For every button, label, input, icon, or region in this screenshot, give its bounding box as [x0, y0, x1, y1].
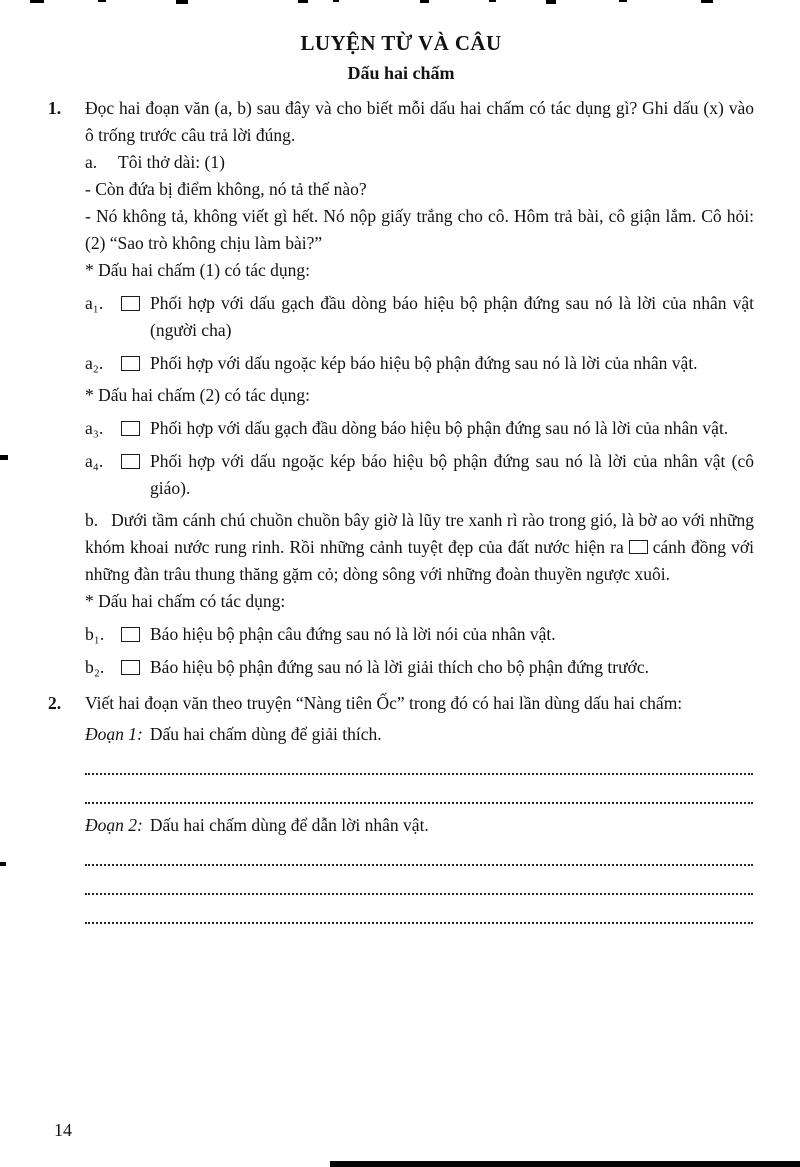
exercise-1 — [48, 95, 754, 681]
option-a1-label: a₁. — [85, 293, 104, 313]
scan-artifact — [98, 0, 106, 2]
scan-artifact-bottom-bar — [330, 1161, 800, 1167]
scan-artifact — [298, 0, 308, 3]
option-a3-label: a₃. — [85, 418, 104, 438]
exercise-1-number: 1. — [48, 98, 62, 118]
scan-artifact — [489, 0, 496, 2]
option-a2-label: a₂. — [85, 353, 104, 373]
answer-line[interactable] — [85, 775, 753, 804]
scan-artifact — [176, 0, 188, 4]
option-a4-label: a₄. — [85, 451, 104, 471]
part-a-intro-line — [85, 149, 754, 176]
scan-artifact — [30, 0, 44, 3]
scan-artifact — [420, 0, 429, 3]
answer-option-a1 — [85, 290, 754, 344]
doan-1-label: Đoạn 1: — [85, 724, 143, 744]
doan-2-line — [85, 812, 754, 839]
page-title: LUYỆN TỪ VÀ CÂU — [300, 31, 502, 55]
option-b1-label: b₁. — [85, 624, 105, 644]
option-a1-text: Phối hợp với dấu gạch đầu dòng báo hiệu bộ phận đứng sau nó là lời của nhân vật (người cha) — [150, 293, 754, 340]
option-a2-text: Phối hợp với dấu ngoặc kép báo hiệu bộ phận đứng sau nó là lời của nhân vật. — [150, 353, 698, 373]
part-b-text-before: Dưới tầm cánh chú chuồn chuồn bây giờ là lũy tre xanh rì rào trong gió, là bờ ao với những khóm khoai nước rung rinh. Rồi những cảnh tuyệt đẹp của đất nước hiện ra — [85, 510, 754, 557]
scan-artifact — [0, 455, 8, 460]
checkbox-option-a1[interactable] — [121, 296, 140, 311]
answer-option-a4 — [85, 448, 754, 502]
part-b-label: b. — [85, 510, 99, 530]
part-b-text-after: cánh đồng với những đàn trâu thung thăng gặm cỏ; dòng sông với những đoàn thuyền ngược xuôi. — [85, 537, 754, 584]
answer-option-b1 — [85, 621, 754, 648]
answer-line[interactable] — [85, 837, 753, 866]
answer-lines-doan-1 — [85, 746, 754, 804]
doan-1-line — [85, 721, 754, 748]
checkbox-option-b2[interactable] — [121, 660, 140, 675]
option-b2-label: b₂. — [85, 657, 105, 677]
checkbox-option-a2[interactable] — [121, 356, 140, 371]
answer-lines-doan-2 — [85, 837, 754, 924]
scan-artifact — [701, 0, 713, 3]
exercise-2-intro: Viết hai đoạn văn theo truyện “Nàng tiên Ốc” trong đó có hai lần dùng dấu hai chấm: — [85, 693, 683, 713]
option-b1-text: Báo hiệu bộ phận câu đứng sau nó là lời nói của nhân vật. — [150, 624, 556, 644]
doan-1-text: Dấu hai chấm dùng để giải thích. — [149, 724, 382, 744]
option-b2-text: Báo hiệu bộ phận đứng sau nó là lời giải thích cho bộ phận đứng trước. — [150, 657, 649, 677]
part-a-intro-text: Tôi thở dài: (1) — [118, 152, 225, 172]
scan-artifact — [546, 0, 556, 4]
scan-artifact — [333, 0, 339, 2]
page-number: 14 — [54, 1120, 72, 1140]
answer-option-a2 — [85, 350, 754, 377]
answer-line[interactable] — [85, 746, 753, 775]
dialog-line-2: - Nó không tả, không viết gì hết. Nó nộp giấy trắng cho cô. Hôm trả bài, cô giận lắm. Cô hỏi: (2) “Sao trò không chịu làm bài?” — [85, 206, 754, 253]
exercise-2-number: 2. — [48, 693, 62, 713]
exercise-1-intro: Đọc hai đoạn văn (a, b) sau đây và cho biết mỗi dấu hai chấm có tác dụng gì? Ghi dấu (x) vào ô trống trước câu trả lời đúng. — [85, 98, 754, 145]
option-a4-text: Phối hợp với dấu ngoặc kép báo hiệu bộ phận đứng sau nó là lời của nhân vật (cô giáo). — [150, 451, 754, 498]
inline-blank-box[interactable] — [629, 540, 648, 554]
answer-line[interactable] — [85, 895, 753, 924]
scan-artifact — [619, 0, 627, 2]
part-b-paragraph — [85, 507, 754, 588]
answer-option-a3 — [85, 415, 754, 442]
checkbox-option-a4[interactable] — [121, 454, 140, 469]
question-2-heading: * Dấu hai chấm (2) có tác dụng: — [85, 385, 310, 405]
dialog-line-1: - Còn đứa bị điểm không, nó tả thế nào? — [85, 179, 367, 199]
scan-artifact — [0, 862, 6, 866]
answer-option-b2 — [85, 654, 754, 681]
page-subtitle: Dấu hai chấm — [347, 63, 455, 83]
doan-2-text: Dấu hai chấm dùng để dẫn lời nhân vật. — [149, 815, 429, 835]
answer-line[interactable] — [85, 866, 753, 895]
checkbox-option-b1[interactable] — [121, 627, 140, 642]
doan-2-label: Đoạn 2: — [85, 815, 143, 835]
option-a3-text: Phối hợp với dấu gạch đầu dòng báo hiệu bộ phận đứng sau nó là lời của nhân vật. — [150, 418, 729, 438]
part-a-label: a. — [85, 152, 98, 172]
question-1-heading: * Dấu hai chấm (1) có tác dụng: — [85, 260, 310, 280]
checkbox-option-a3[interactable] — [121, 421, 140, 436]
question-b-heading: * Dấu hai chấm có tác dụng: — [85, 591, 286, 611]
exercise-2 — [48, 690, 754, 924]
